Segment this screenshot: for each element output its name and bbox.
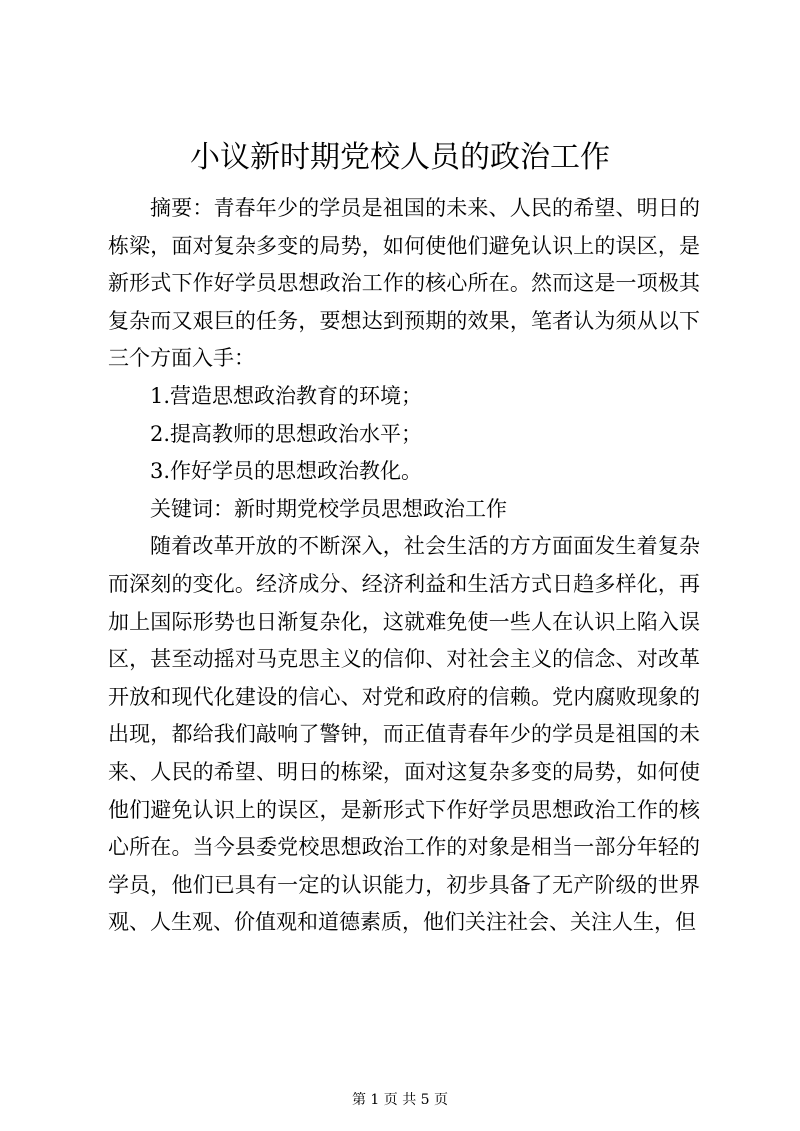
abstract-paragraph: 摘要：青春年少的学员是祖国的未来、人民的希望、明日的栋梁，面对复杂多变的局势，如何使他们避免认识上的误区，是新形式下作好学员思想政治工作的核心所在。然而这是一项极其复杂而又艰巨的任务，要想达到预期的效果，笔者认为须从以下三个方面入手： — [108, 196, 700, 371]
list-item: 3.作好学员的思想政治教化。 — [150, 459, 423, 484]
list-item: 1.营造思想政治教育的环境； — [150, 383, 423, 408]
page-title: 小议新时期党校人员的政治工作 — [190, 140, 610, 175]
list-item: 2.提高教师的思想政治水平； — [150, 421, 423, 446]
body-paragraph: 随着改革开放的不断深入，社会生活的方方面面发生着复杂而深刻的变化。经济成分、经济利益和生活方式日趋多样化，再加上国际形势也日渐复杂化，这就难免使一些人在认识上陷入误区，甚至动摇对马克思主义的信仰、对社会主义的信念、对改革开放和现代化建设的信心、对党和政府的信赖。党内腐败现象的出现，都给我们敲响了警钟，而正值青春年少的学员是祖国的未来、人民的希望、明日的栋梁，面对这复杂多变的局势，如何使他们避免认识上的误区，是新形式下作好学员思想政治工作的核心所在。当今县委党校思想政治工作的对象是相当一部分年轻的学员，他们已具有一定的认识能力，初步具备了无产阶级的世界观、人生观、价值观和道德素质，他们关注社会、关注人生，但 — [108, 534, 700, 935]
document-body — [108, 190, 700, 942]
keywords-paragraph: 关键词：新时期党校学员思想政治工作 — [150, 496, 507, 521]
page-footer: 第 1 页 共 5 页 — [351, 1092, 449, 1108]
